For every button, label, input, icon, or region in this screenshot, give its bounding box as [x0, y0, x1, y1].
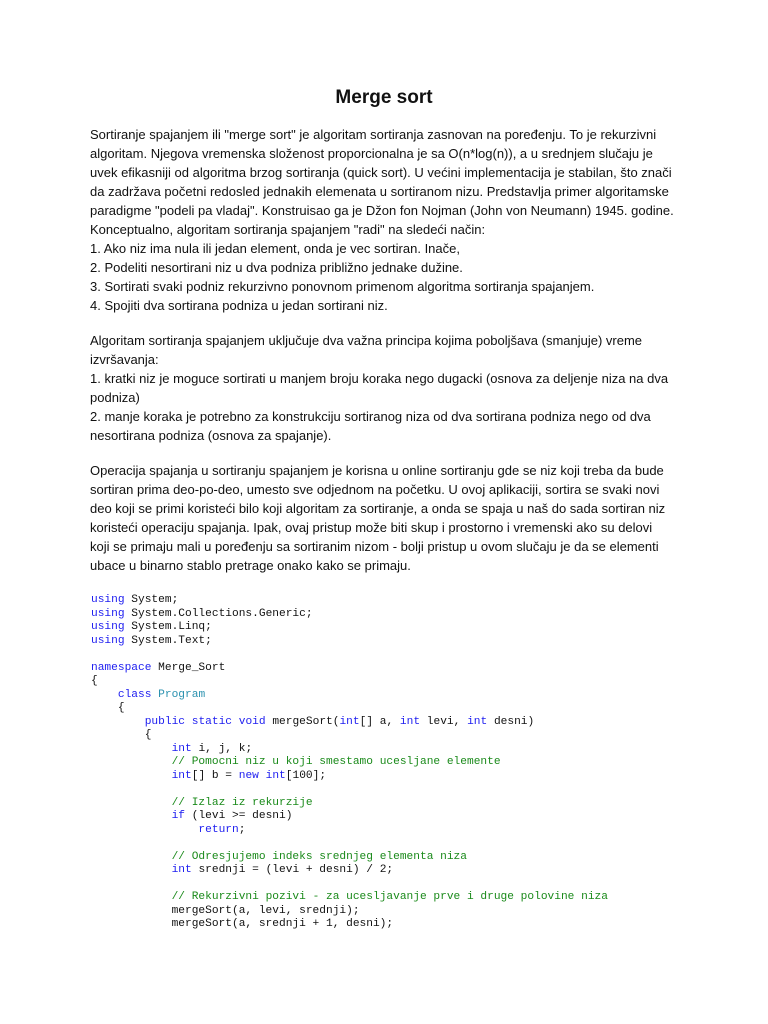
code-keyword: int	[399, 715, 421, 728]
code-line	[91, 689, 711, 703]
text-line: ubace u binarno stablo pretrage onako kako se primaju.	[90, 558, 411, 573]
code-line	[91, 635, 711, 649]
code-line	[91, 702, 711, 716]
code-text	[91, 810, 172, 822]
text-line: Algoritam sortiranja spajanjem uključuje dva važna principa kojima poboljšava (smanjuje) vreme	[90, 333, 643, 348]
text-line: Sortiranje spajanjem ili "merge sort" je algoritam sortiranja zasnovan na poređenju. To je rekurzivni	[90, 127, 657, 142]
code-line	[91, 729, 711, 743]
code-text	[91, 891, 172, 903]
code-type: Program	[158, 688, 206, 701]
code-comment: // Pomocni niz u koji smestamo ucesljane elemente	[171, 756, 501, 768]
code-text	[91, 851, 172, 863]
text-line: paradigme "podeli pa vladaj". Konstruisao ga je Džon fon Nojman (John von Neumann) 1945. godine.	[90, 203, 674, 218]
code-text	[91, 689, 118, 701]
code-text: ;	[238, 823, 246, 836]
code-line	[91, 662, 711, 676]
code-text: {	[91, 729, 152, 741]
code-line	[91, 810, 711, 824]
code-keyword: int	[171, 864, 192, 876]
code-comment: // Izlaz iz rekurzije	[171, 796, 313, 809]
code-line	[91, 621, 711, 635]
code-keyword: using	[91, 607, 125, 620]
text-line: uvek efikasniji od algoritma brzog sortiranja (quick sort). U većini implementacija je stabilan, što znači	[90, 165, 672, 180]
code-text	[91, 770, 172, 782]
code-text: mergeSort(a, srednji + 1, desni);	[91, 918, 394, 930]
code-text	[259, 770, 266, 782]
code-keyword: int	[171, 742, 192, 755]
code-text	[91, 797, 172, 809]
intro-paragraph	[90, 125, 690, 315]
code-keyword: return	[198, 823, 239, 836]
code-text	[232, 716, 239, 728]
code-text: mergeSort(a, levi, srednji);	[91, 904, 360, 917]
code-text: desni)	[487, 715, 535, 728]
code-text: (levi >= desni)	[185, 810, 293, 822]
code-text: srednji = (levi + desni) / 2;	[191, 864, 394, 876]
code-keyword: if	[171, 810, 186, 822]
code-line	[91, 824, 711, 838]
code-line	[91, 675, 711, 689]
text-line: algoritam. Njegova vremenska složenost proporcionalna je sa O(n*log(n)), a u srednjem slučaju je	[90, 146, 653, 161]
code-line	[91, 905, 711, 919]
code-text: System;	[124, 594, 179, 606]
code-listing	[91, 594, 711, 932]
code-text: levi,	[420, 715, 468, 728]
code-text	[91, 824, 198, 836]
code-keyword: int	[467, 715, 488, 728]
code-line	[91, 837, 711, 851]
code-text: mergeSort(	[265, 715, 340, 728]
code-text: System.Collections.Generic;	[124, 607, 313, 620]
code-text	[91, 743, 172, 755]
code-line	[91, 851, 711, 865]
text-line: podniza)	[90, 390, 140, 405]
text-line: da zadržava početni redosled jednakih elemenata u sortiranom nizu. Predstavlja primer algoritamske	[90, 184, 669, 199]
code-keyword: namespace	[91, 661, 152, 674]
text-line: koristeći operaciju spajanja. Ipak, ovaj pristup može biti skup i prostorno i vremenski ako su delovi	[90, 520, 653, 535]
code-line	[91, 756, 711, 770]
code-text	[185, 716, 192, 728]
code-line	[91, 783, 711, 797]
code-text: [100];	[285, 769, 327, 782]
text-line: sortiran prima deo-po-deo, umesto sve odjednom na početku. U ovoj aplikaciji, sortira se svaki novi	[90, 482, 660, 497]
code-text: i, j, k;	[191, 742, 253, 755]
code-text: [] a,	[359, 715, 400, 728]
page-title: Merge sort	[335, 87, 433, 108]
code-text: [] b =	[191, 769, 239, 782]
text-line: Operacija spajanja u sortiranju spajanjem je korisna u online sortiranju gde se niz koji treba da bude	[90, 463, 664, 478]
code-line	[91, 608, 711, 622]
code-keyword: int	[339, 715, 360, 728]
code-line	[91, 918, 711, 932]
online-sorting-paragraph	[90, 461, 690, 575]
code-keyword: void	[238, 715, 266, 728]
code-text: System.Text;	[124, 634, 212, 647]
list-item: 1. Ako niz ima nula ili jedan element, onda je vec sortiran. Inače,	[90, 241, 460, 256]
list-item: 2. manje koraka je potrebno za konstrukciju sortiranog niza od dva sortirana podniza nego od dva	[90, 409, 651, 424]
code-keyword: using	[91, 634, 125, 647]
code-keyword: static	[191, 715, 233, 728]
code-line	[91, 716, 711, 730]
code-text	[91, 716, 145, 728]
text-line: izvršavanja:	[90, 352, 159, 367]
code-text: Merge_Sort	[151, 661, 226, 674]
code-keyword: new	[238, 769, 259, 782]
list-item: 1. kratki niz je moguce sortirati u manjem broju koraka nego dugacki (osnova za deljenje niza na dva	[90, 371, 669, 386]
code-line	[91, 797, 711, 811]
principles-paragraph	[90, 331, 690, 445]
code-text	[91, 756, 172, 768]
code-line	[91, 743, 711, 757]
code-keyword: int	[265, 769, 286, 782]
text-line: deo koji se primi koristeći bilo koji algoritam za sortiranje, a onda se spaja u naš do sada sortiran niz	[90, 501, 666, 516]
list-item: 3. Sortirati svaki podniz rekurzivno ponovnom primenom algoritma sortiranja spajanjem.	[90, 279, 595, 294]
text-line: Konceptualno, algoritam sortiranja spajanjem "radi" na sledeći način:	[90, 222, 486, 237]
code-line	[91, 891, 711, 905]
code-keyword: using	[91, 621, 125, 633]
code-line	[91, 864, 711, 878]
code-text: {	[91, 675, 98, 687]
text-line: nesortirana podniza (osnova za spajanje).	[90, 428, 332, 443]
code-keyword: int	[171, 769, 192, 782]
code-keyword: using	[91, 594, 125, 606]
code-keyword: class	[117, 688, 152, 701]
code-text: System.Linq;	[124, 621, 212, 633]
code-text: {	[91, 702, 125, 714]
list-item: 2. Podeliti nesortirani niz u dva podniza približno jednake dužine.	[90, 260, 463, 275]
code-comment: // Odresjujemo indeks srednjeg elementa niza	[171, 850, 467, 863]
text-line: koji se primaju mali u poređenju sa sortiranim nizom - bolji pristup u ovom slučaju je da se elementi	[90, 539, 659, 554]
code-line	[91, 878, 711, 892]
code-line	[91, 594, 711, 608]
code-line	[91, 648, 711, 662]
list-item: 4. Spojiti dva sortirana podniza u jedan sortirani niz.	[90, 298, 388, 313]
code-keyword: public	[144, 715, 186, 728]
code-text	[91, 864, 172, 876]
code-line	[91, 770, 711, 784]
code-comment: // Rekurzivni pozivi - za ucesljavanje prve i druge polovine niza	[171, 891, 608, 903]
